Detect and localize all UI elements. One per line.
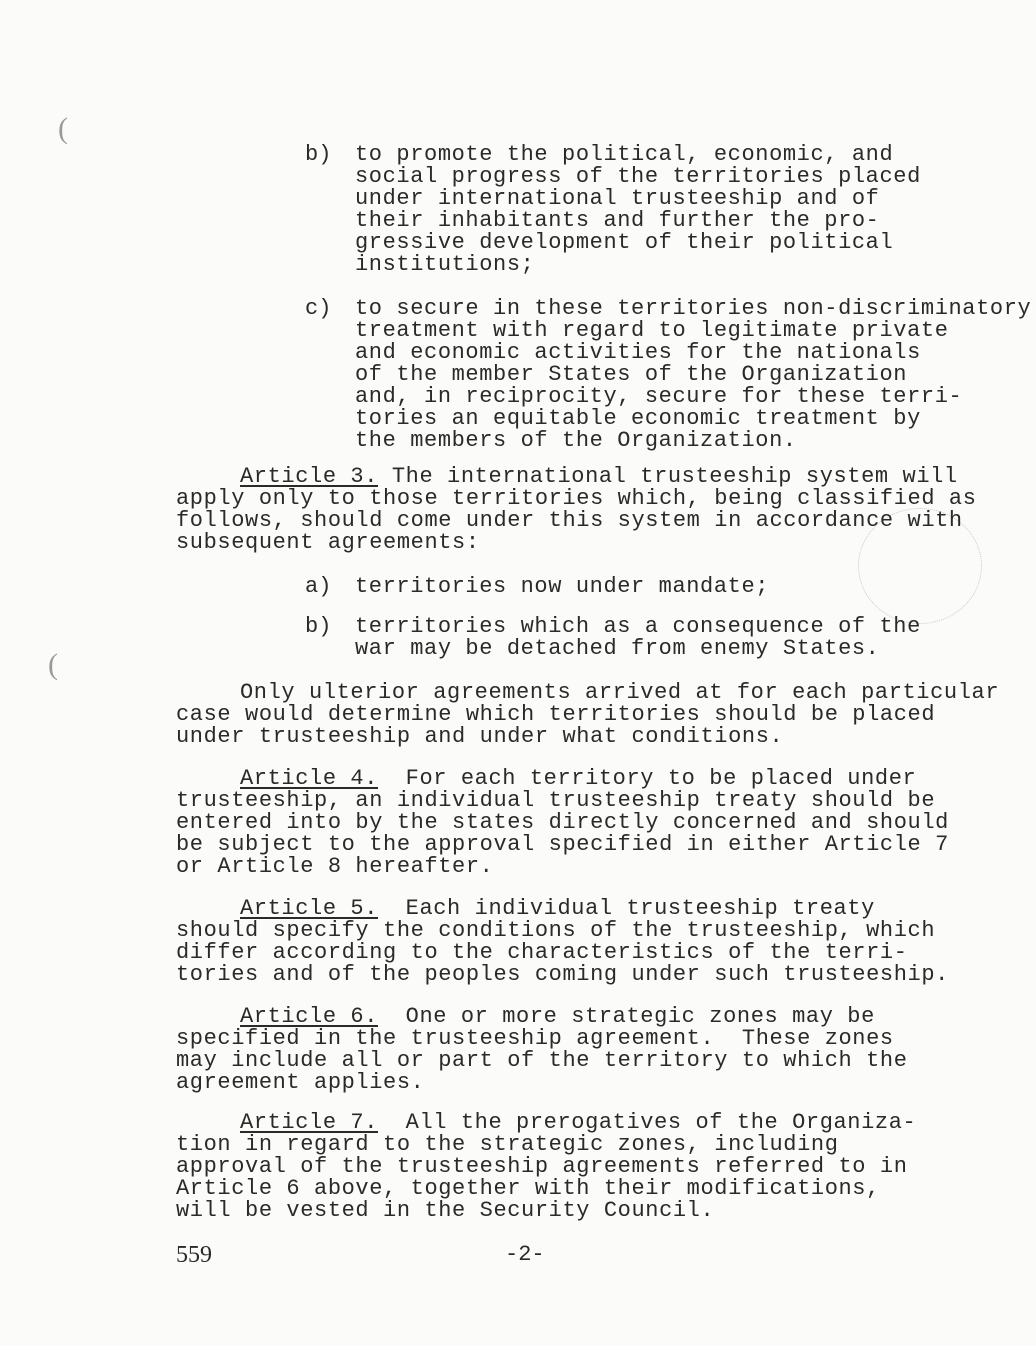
article-3-heading: Article 3. — [240, 464, 379, 489]
text-line: tion in regard to the strategic zones, including — [176, 1132, 839, 1157]
text-line: specified in the trusteeship agreement. These zones — [176, 1026, 894, 1051]
article-3-first-line — [240, 466, 958, 488]
text-line: approval of the trusteeship agreements referred to in — [176, 1154, 908, 1179]
margin-mark: ( — [48, 648, 58, 681]
article-7-first-line — [240, 1112, 916, 1134]
text-line: apply only to those territories which, being classified as — [176, 486, 977, 511]
text-line: gressive development of their political — [355, 230, 894, 255]
text-span: One or more strategic zones may be — [378, 1004, 875, 1029]
article-7-heading: Article 7. — [240, 1110, 379, 1135]
item-label: a) — [305, 574, 332, 599]
text-line: to promote the political, economic, and — [355, 142, 894, 167]
text-span: For each territory to be placed under — [378, 766, 917, 791]
text-line: war may be detached from enemy States. — [355, 636, 880, 661]
text-line: territories now under mandate; — [355, 574, 770, 599]
document-number: 559 — [176, 1242, 212, 1268]
text-line: Article 6 above, together with their modifications, — [176, 1176, 880, 1201]
margin-mark: ( — [58, 112, 68, 145]
text-line: subsequent agreements: — [176, 530, 480, 555]
text-line: case would determine which territories should be placed — [176, 702, 936, 727]
text-line: may include all or part of the territory to which the — [176, 1048, 908, 1073]
article-6-first-line — [240, 1006, 875, 1028]
text-line: should specify the conditions of the trusteeship, which — [176, 918, 936, 943]
item-label: c) — [305, 296, 332, 321]
item-label: b) — [305, 142, 332, 167]
text-line: under trusteeship and under what conditions. — [176, 724, 784, 749]
text-line: be subject to the approval specified in either Article 7 — [176, 832, 949, 857]
text-line: institutions; — [355, 252, 535, 277]
text-line: social progress of the territories placed — [355, 164, 921, 189]
text-line: and economic activities for the nationals — [355, 340, 921, 365]
text-line: Only ulterior agreements arrived at for each particular — [240, 680, 1000, 705]
article-4-first-line — [240, 768, 916, 790]
archive-stamp: ​ — [858, 508, 982, 624]
text-span: The international trusteeship system will — [378, 464, 958, 489]
text-line: the members of the Organization. — [355, 428, 797, 453]
text-line: or Article 8 hereafter. — [176, 854, 494, 879]
item-label: b) — [305, 614, 332, 639]
text-span: Each individual trusteeship treaty — [378, 896, 875, 921]
text-line: of the member States of the Organization — [355, 362, 908, 387]
text-line: under international trusteeship and of — [355, 186, 880, 211]
text-line: their inhabitants and further the pro- — [355, 208, 880, 233]
text-line: entered into by the states directly concerned and should — [176, 810, 949, 835]
text-line: trusteeship, an individual trusteeship treaty should be — [176, 788, 936, 813]
article-6-heading: Article 6. — [240, 1004, 379, 1029]
text-line: will be vested in the Security Council. — [176, 1198, 715, 1223]
text-span: All the prerogatives of the Organiza- — [378, 1110, 917, 1135]
article-5-heading: Article 5. — [240, 896, 379, 921]
page-number: -2- — [505, 1242, 545, 1267]
text-line: follows, should come under this system in accordance with — [176, 508, 963, 533]
text-line: to secure in these territories non-discriminatory — [355, 296, 1032, 321]
text-line: and, in reciprocity, secure for these terri- — [355, 384, 963, 409]
article-5-first-line — [240, 898, 875, 920]
text-line: territories which as a consequence of the — [355, 614, 921, 639]
text-line: agreement applies. — [176, 1070, 425, 1095]
article-4-heading: Article 4. — [240, 766, 379, 791]
text-line: differ according to the characteristics of the terri- — [176, 940, 908, 965]
text-line: tories an equitable economic treatment by — [355, 406, 921, 431]
text-line: treatment with regard to legitimate private — [355, 318, 949, 343]
text-line: tories and of the peoples coming under such trusteeship. — [176, 962, 949, 987]
